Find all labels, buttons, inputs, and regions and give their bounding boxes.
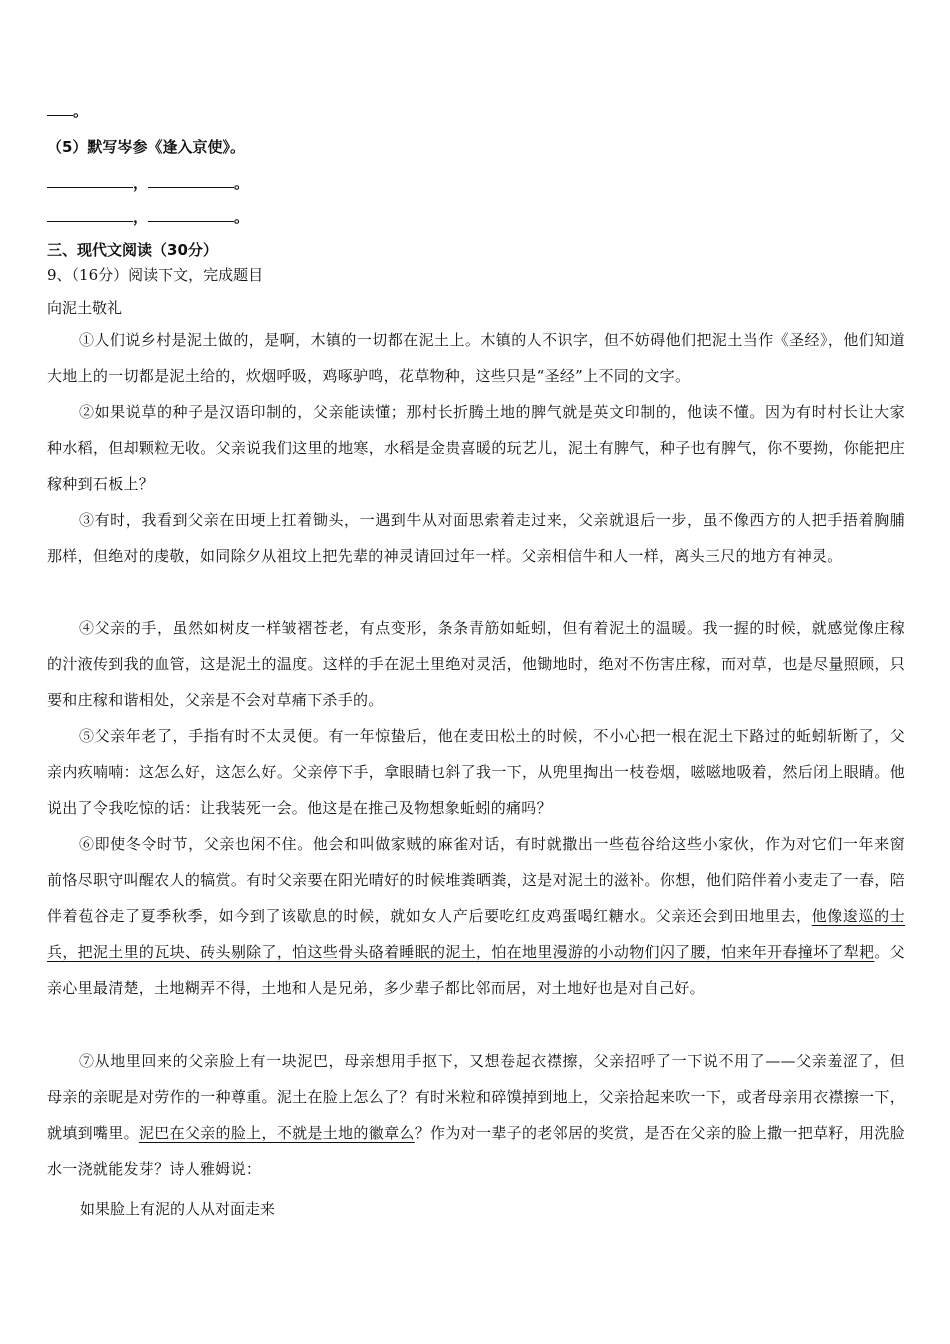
question-5-label: （5）默写岑参《逢入京使》。 <box>47 138 245 156</box>
paragraph-2: ②如果说草的种子是汉语印制的，父亲能读懂；那村长折腾土地的脾气就是英文印制的，他读不懂。因为有时村长让大家种水稻，但却颗粒无收。父亲说我们这里的地寒，水稻是金贵喜暖的玩艺儿，泥土有脾气，种子也有脾气，你不要拗，你能把庄稼种到石板上？ <box>47 403 905 493</box>
comma: ， <box>133 208 149 226</box>
answer-blank[interactable] <box>148 173 234 188</box>
paragraph-7 <box>47 1043 905 1187</box>
period: 。 <box>234 208 250 226</box>
paragraph-7-part-2: ？作为对一辈子的老邻居的奖赏，是否在父亲的脸上撒一把草籽，用洗脸水一浇就能发芽？诗人雅姆说： <box>47 1124 905 1178</box>
answer-line-2 <box>47 206 249 227</box>
top-answer-line <box>47 100 88 121</box>
article-title: 向泥土敬礼 <box>47 299 123 317</box>
answer-blank[interactable] <box>47 101 73 116</box>
answer-blank[interactable] <box>47 207 133 222</box>
underlined-sentence-7: 泥巴在父亲的脸上，不就是土地的徽章么 <box>138 1124 415 1142</box>
underlined-sentence-6: 他像逡巡的士兵，把泥土里的瓦块、砖头剔除了，怕这些骨头硌着睡眠的泥土，怕在地里漫游的小动物们闪了腰，怕来年开春撞坏了犁耙 <box>47 907 905 961</box>
paragraph-6-part-2: 。父亲心里最清楚，土地糊弄不得，土地和人是兄弟，多少辈子都比邻而居，对土地好也是对自己好。 <box>47 943 905 997</box>
comma: ， <box>133 174 149 192</box>
paragraph-3: ③有时，我看到父亲在田埂上扛着锄头，一遇到牛从对面思索着走过来，父亲就退后一步，虽不像西方的人把手捂着胸脯那样，但绝对的虔敬，如同除夕从祖坟上把先辈的神灵请回过年一样。父亲相信牛和人一样，离头三尺的地方有神灵。 <box>47 511 905 565</box>
answer-line-1 <box>47 172 249 193</box>
period: 。 <box>234 174 250 192</box>
poem-line: 如果脸上有泥的人从对面走来 <box>80 1200 276 1218</box>
question-9-prompt: 9、（16分）阅读下文，完成题目 <box>47 266 264 284</box>
paragraph-6 <box>47 826 905 1006</box>
paragraph-7-part-1: ⑦从地里回来的父亲脸上有一块泥巴，母亲想用手抠下，又想卷起衣襟擦，父亲招呼了一下说不用了——父亲羞涩了，但母亲的亲昵是对劳作的一种尊重。泥土在脸上怎么了？有时米粒和碎馍掉到地上，父亲拾起来吹一下，或者母亲用衣襟擦一下，就填到嘴里。 <box>47 1052 905 1142</box>
paragraph-4: ④父亲的手，虽然如树皮一样皱褶苍老，有点变形，条条青筋如蚯蚓，但有着泥土的温暖。我一握的时候，就感觉像庄稼的汁液传到我的血管，这是泥土的温度。这样的手在泥土里绝对灵活，他锄地时，绝对不伤害庄稼，而对草，也是尽量照顾，只要和庄稼和谐相处，父亲是不会对草痛下杀手的。 <box>47 619 905 709</box>
paragraph-6-part-1: ⑥即使冬令时节，父亲也闲不住。他会和叫做家贼的麻雀对话，有时就撒出一些苞谷给这些小家伙，作为对它们一年来窗前恪尽职守叫醒农人的犒赏。有时父亲要在阳光晴好的时候堆粪晒粪，这是对泥土的滋补。你想，他们陪伴着小麦走了一春，陪伴着苞谷走了夏季秋季，如今到了该歇息的时候，就如女人产后要吃红皮鸡蛋喝红糖水。父亲还会到田地里去， <box>47 835 905 925</box>
end-mark: 。 <box>73 102 89 120</box>
paragraph-5: ⑤父亲年老了，手指有时不太灵便。有一年惊蛰后，他在麦田松土的时候，不小心把一根在泥土下路过的蚯蚓斩断了，父亲内疚喃喃：这怎么好，这怎么好。父亲停下手，拿眼睛乜斜了我一下，从兜里掏出一枝卷烟，嗞嗞地吸着，然后闭上眼睛。他说出了令我吃惊的话：让我装死一会。他这是在推己及物想象蚯蚓的痛吗？ <box>47 727 905 817</box>
section-title: 三、现代文阅读（30分） <box>47 241 218 259</box>
paragraph-1: ①人们说乡村是泥土做的，是啊，木镇的一切都在泥土上。木镇的人不识字，但不妨碍他们把泥土当作《圣经》，他们知道大地上的一切都是泥土给的，炊烟呼吸，鸡啄驴鸣，花草物种，这些只是“圣经”上不同的文字。 <box>47 331 905 385</box>
answer-blank[interactable] <box>148 207 234 222</box>
answer-blank[interactable] <box>47 173 133 188</box>
